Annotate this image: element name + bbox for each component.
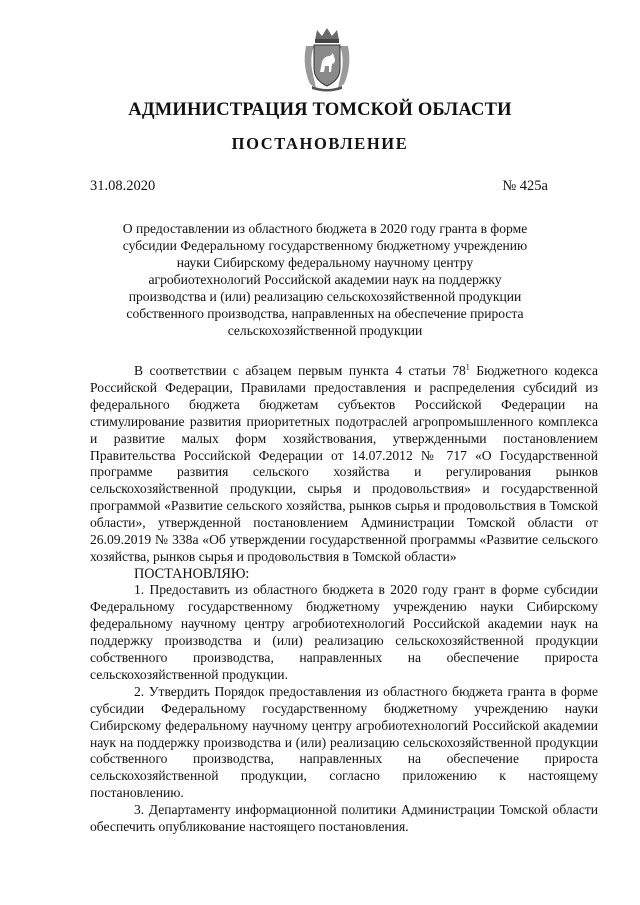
document-date: 31.08.2020 — [90, 178, 156, 194]
item-3: 3. Департаменту информационной политики Администрации Томской области обеспечить опубликование настоящего постановления. — [90, 802, 598, 835]
preamble-paragraph — [90, 363, 598, 566]
coat-of-arms-icon — [300, 26, 354, 92]
decree-word: ПОСТАНОВЛЯЮ: — [134, 565, 250, 582]
preamble-text-start: В соответствии с абзацем первым пункта 4 статьи 78 — [134, 363, 466, 378]
organization-title: АДМИНИСТРАЦИЯ ТОМСКОЙ ОБЛАСТИ — [128, 100, 512, 120]
item-1: 1. Предоставить из областного бюджета в 2020 году грант в форме субсидии Федеральному государственному бюджетному учреждению науки Сибирскому федеральному научному центру агробиотехнологий Российской академии наук на поддержку производства и (или) реализацию сельскохозяйственной продукции собственного производства, направленных на обеспечение прироста сельскохозяйственной продукции. — [90, 582, 598, 682]
item-2: 2. Утвердить Порядок предоставления из областного бюджета гранта в форме субсидии Федеральному государственному бюджетному учреждению науки Сибирскому федеральному научному центру агробиотехнологий Российской академии наук на поддержку производства и (или) реализацию сельскохозяйственной продукции собственного производства, направленных на обеспечение прироста сельскохозяйственной продукции, согласно приложению к настоящему постановлению. — [90, 683, 598, 801]
document-body — [90, 363, 598, 836]
document-number: № 425а — [502, 178, 548, 194]
document-subject: О предоставлении из областного бюджета в 2020 году гранта в форме субсидии Федеральному государственному бюджетному учреждению науки Сибирскому федеральному научному центру агробиотехнологий Российской академии наук на поддержку производства и (или) реализацию сельскохозяйственной продукции собственного производства, направленных на обеспечение прироста сельскохозяйственной продукции — [122, 221, 528, 338]
document-type: ПОСТАНОВЛЕНИЕ — [231, 134, 409, 153]
article-superscript: 1 — [465, 362, 470, 372]
preamble-text-end: Бюджетного кодекса Российской Федерации, Правилами предоставления и распределения субсидий из федерального бюджета бюджетам субъектов Российской Федерации на стимулирование развития приоритетных подотраслей агропромышленного комплекса и развитие малых форм хозяйствования, утвержденными постановлением Правительства Российской Федерации от 14.07.2012 № 717 «О Государственной программе развития сельского хозяйства и регулирования рынков сельскохозяйственной продукции, сырья и продовольствия» и государственной программой «Развитие сельского хозяйства, рынков сырья и продовольствия в Томской области», утвержденной постановлением Администрации Томской области от 26.09.2019 № 338а «Об утверждении государственной программы «Развитие сельского хозяйства, рынков сырья и продовольствия в Томской области» — [90, 363, 598, 564]
